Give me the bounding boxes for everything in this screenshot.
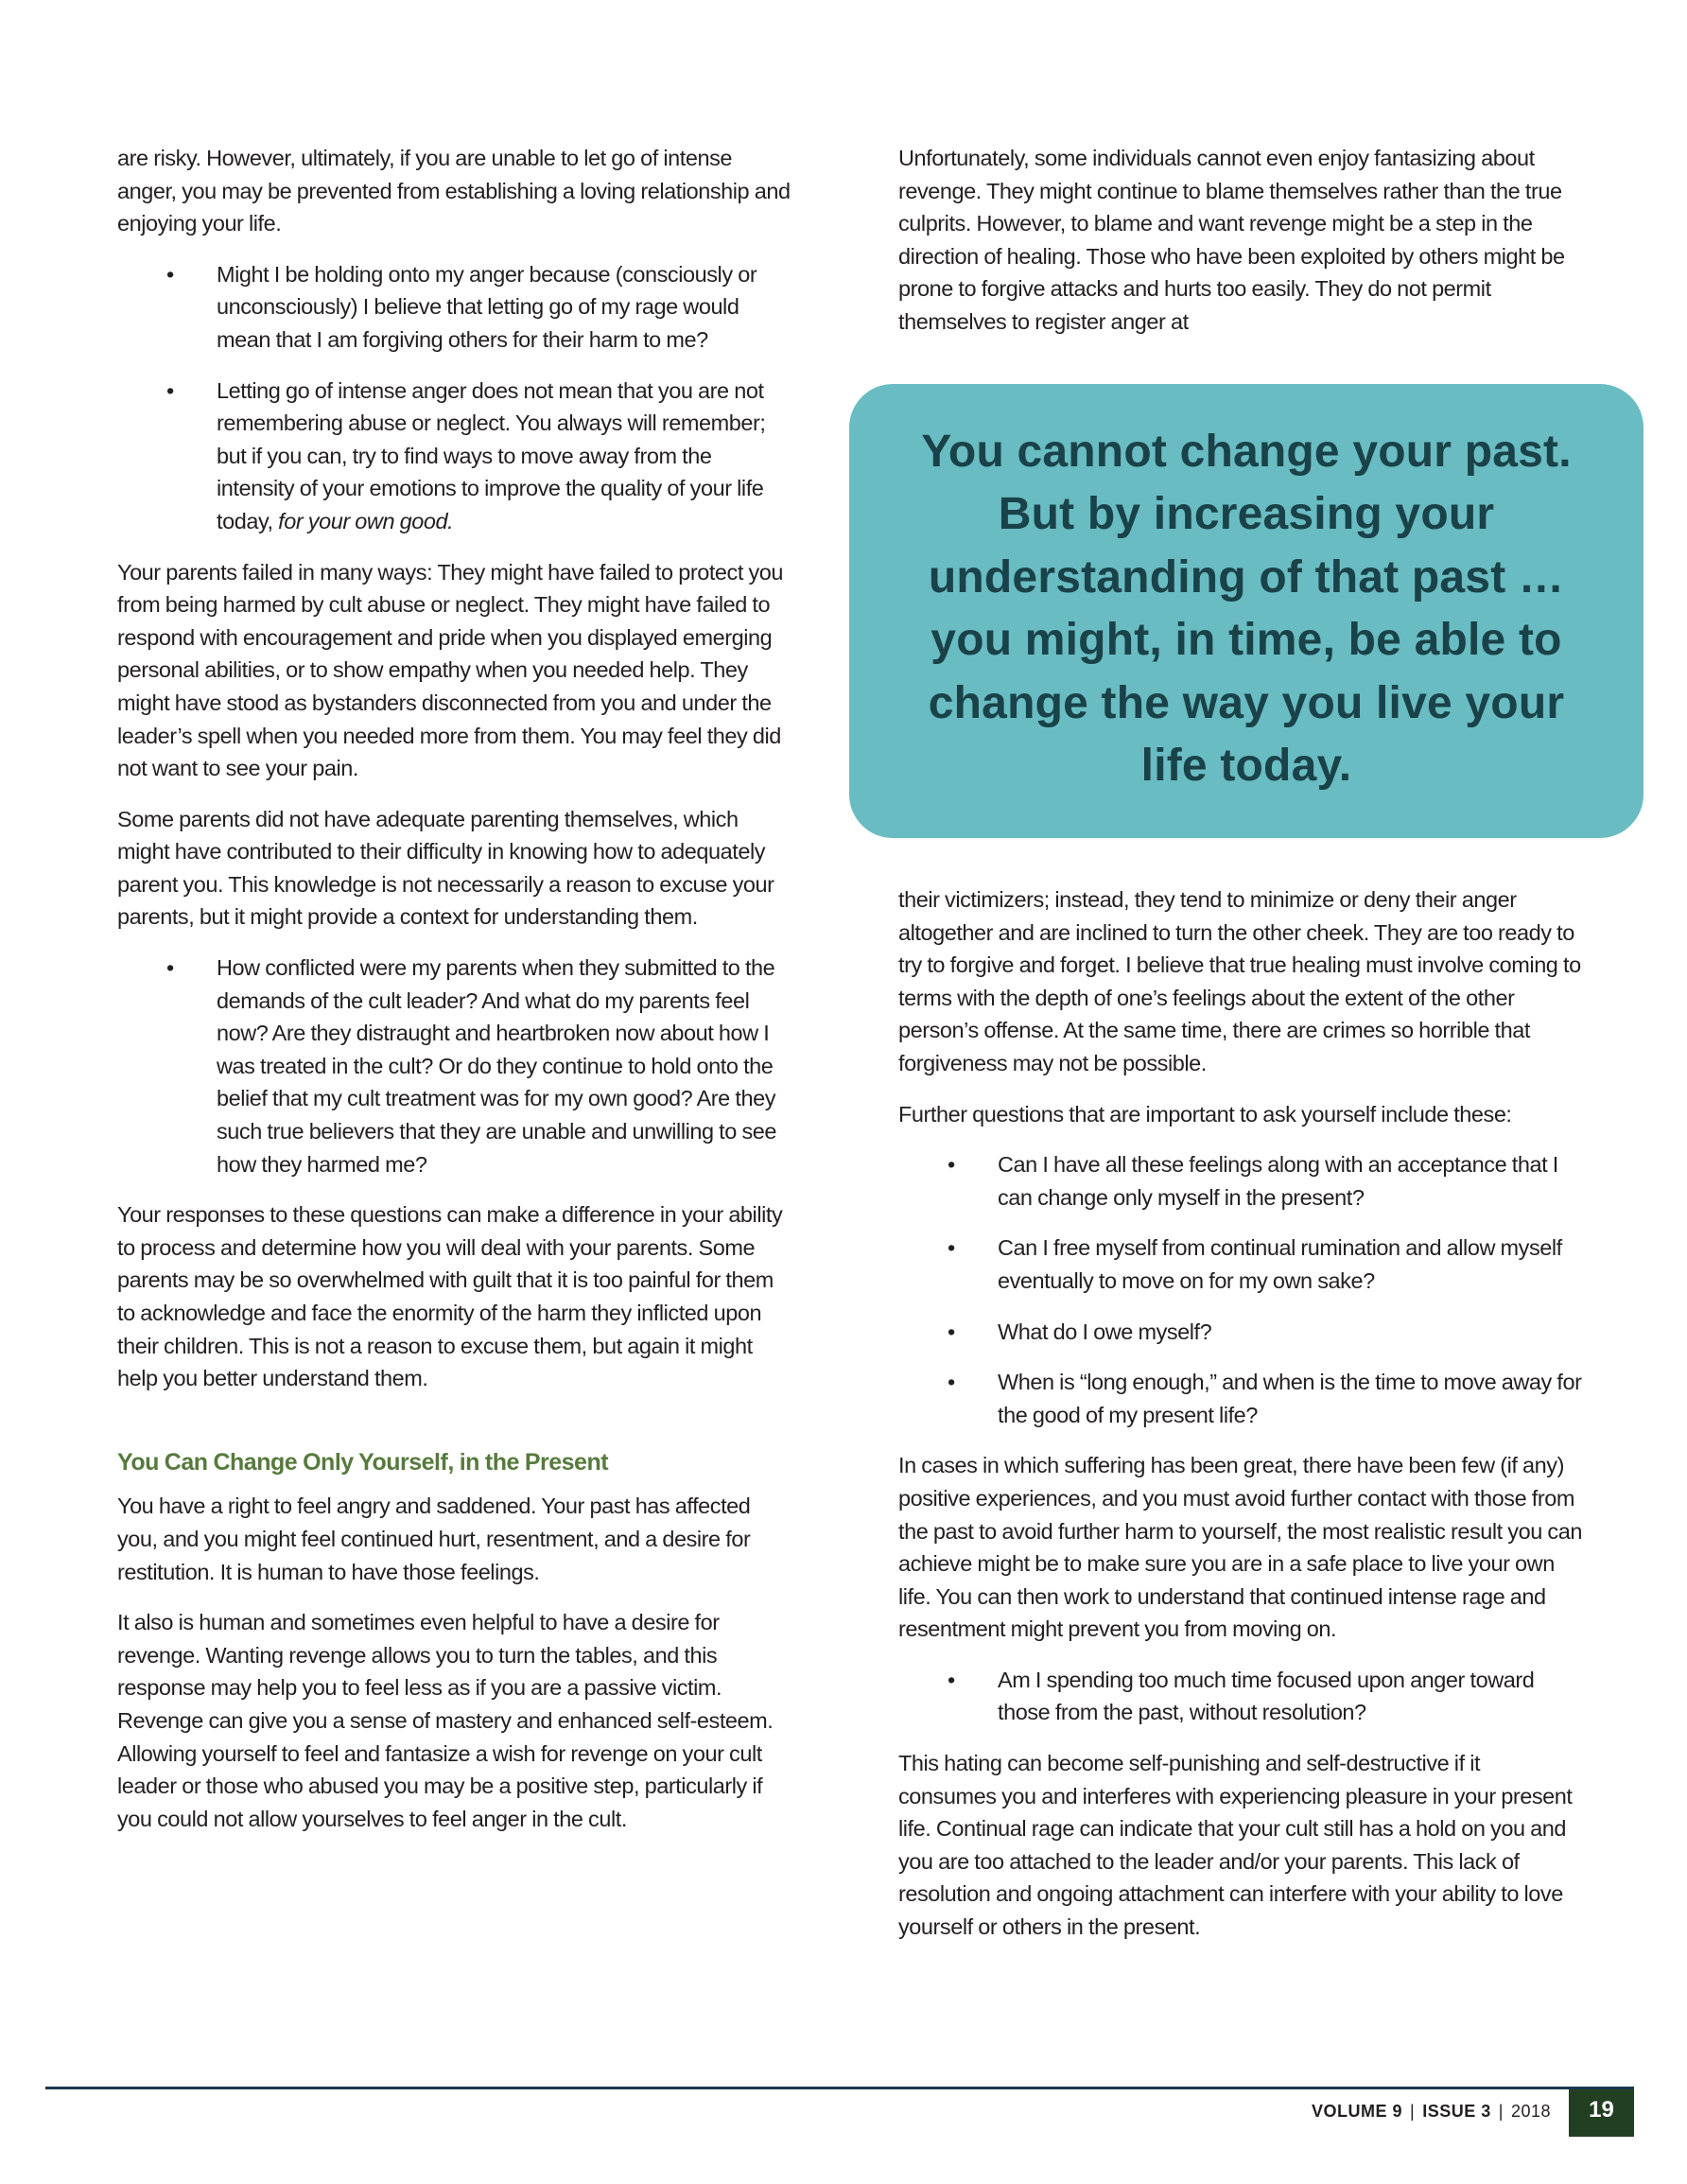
bullet-icon: • [948, 1667, 955, 1692]
paragraph: You have a right to feel angry and saddened. Your past has affected you, and you might feel continued hurt, resentment, and a desire for restitution. It is human to have those feelings. [117, 1494, 751, 1584]
bullet-item [898, 1148, 1583, 1214]
bullet-item [898, 1664, 1583, 1729]
footer-issue-info [1312, 2102, 1551, 2122]
bullet-text: When is “long enough,” and when is the time to move away for the good of my present life? [998, 1370, 1582, 1427]
bullet-item [117, 258, 794, 357]
footer-year: 2018 [1510, 2102, 1551, 2121]
bullet-text-italic: for your own good. [278, 508, 454, 533]
bullet-item [117, 375, 794, 538]
bullet-text: Can I free myself from continual rumination and allow myself eventually to move on for my own sake? [998, 1235, 1562, 1293]
bullet-item [898, 1232, 1583, 1297]
bullet-text: Am I spending too much time focused upon anger toward those from the past, without resolution? [998, 1667, 1535, 1725]
paragraph: In cases in which suffering has been great, there have been few (if any) positive experiences, and you must avoid further contact with those from the past to avoid further harm to yourself, the most realistic result you can achieve might be to make sure you are in a safe place to live your own life. You can then work to understand that continued intense rage and resentment might prevent you from moving on. [898, 1453, 1582, 1642]
paragraph: Further questions that are important to ask yourself include these: [898, 1101, 1512, 1127]
bullet-icon: • [948, 1319, 955, 1344]
right-column-bottom [898, 883, 1583, 1962]
page-number: 19 [1569, 2089, 1634, 2137]
left-column [117, 142, 794, 1853]
footer-separator: | [1410, 2102, 1416, 2121]
footer-volume: VOLUME 9 [1312, 2102, 1403, 2121]
bullet-item [117, 952, 794, 1180]
bullet-item [898, 1366, 1583, 1431]
bullet-icon: • [948, 1370, 955, 1395]
paragraph: Your parents failed in many ways: They might have failed to protect you from being harmed by cult abuse or neglect. They might have failed to respond with encouragement and pride when you displayed emerging personal abilities, or to show empathy when you needed help. They might have stood as bystanders disconnected from you and under the leader’s spell when you needed more from them. You may feel they did not want to see your pain. [117, 559, 784, 781]
paragraph: Some parents did not have adequate parenting themselves, which might have contributed to their difficulty in knowing how to adequately parent you. This knowledge is not necessarily a reason to excuse your parents, but it might provide a context for understanding them. [117, 806, 774, 930]
paragraph: Your responses to these questions can make a difference in your ability to process and determine how you will deal with your parents. Some parents may be so overwhelmed with guilt that it is too painful for them to acknowledge and face the enormity of the harm they inflicted upon their children. This is not a reason to excuse them, but again it might help you better understand them. [117, 1202, 783, 1391]
bullet-text: How conflicted were my parents when they submitted to the demands of the cult leader? And what do my parents feel now? Are they distraught and heartbroken now about how I was treated in the cult? Or do they continue to hold onto the belief that my cult treatment was for my own good? Are they such true believers that they are unable and unwilling to see how they harmed me? [217, 955, 776, 1177]
pull-quote-text: You cannot change your past. But by increasing your understanding of that past … you might, in time, be able to change the way you live your life today. [921, 426, 1572, 791]
footer-divider [45, 2087, 1634, 2089]
paragraph: This hating can become self-punishing and self-destructive if it consumes you and interferes with experiencing pleasure in your present life. Continual rage can indicate that your cult still has a hold on you and you are too attached to the leader and/or your parents. This lack of resolution and ongoing attachment can interfere with your ability to love yourself or others in the present. [898, 1751, 1573, 1940]
right-column-top [898, 142, 1583, 357]
paragraph: their victimizers; instead, they tend to minimize or deny their anger altogether and are inclined to turn the other cheek. They are too ready to try to forgive and forget. I believe that true healing must involve coming to terms with the depth of one’s feelings about the extent of the other person’s offense. At the same time, there are crimes so horrible that forgiveness may not be possible. [898, 887, 1581, 1075]
paragraph: are risky. However, ultimately, if you are unable to let go of intense anger, you may be prevented from establishing a loving relationship and enjoying your life. [117, 146, 791, 236]
footer-separator: | [1498, 2102, 1504, 2121]
bullet-text: Can I have all these feelings along with an acceptance that I can change only myself in the present? [998, 1152, 1558, 1210]
bullet-icon: • [166, 955, 174, 981]
bullet-text: Might I be holding onto my anger because (consciously or unconsciously) I believe that letting go of my rage would mean that I am forgiving others for their harm to me? [217, 261, 757, 352]
bullet-icon: • [948, 1152, 955, 1178]
bullet-icon: • [166, 261, 174, 287]
paragraph: It also is human and sometimes even helpful to have a desire for revenge. Wanting revenge allows you to turn the tables, and this response may help you to feel less as if you are a passive victim. Revenge can give you a sense of mastery and enhanced self-esteem. Allowing yourself to feel and fantasize a wish for revenge on your cult leader or those who abused you may be a positive step, particularly if you could not allow yourselves to feel anger in the cult. [117, 1610, 774, 1831]
bullet-icon: • [166, 377, 174, 403]
pull-quote-box [849, 384, 1644, 838]
bullet-text: What do I owe myself? [998, 1319, 1212, 1344]
paragraph: Unfortunately, some individuals cannot even enjoy fantasizing about revenge. They might continue to blame themselves rather than the true culprits. However, to blame and want revenge might be a step in the direction of healing. Those who have been exploited by others might be prone to forgive attacks and hurts too easily. They do not permit themselves to register anger at [898, 146, 1565, 334]
bullet-icon: • [948, 1235, 955, 1261]
bullet-text: Letting go of intense anger does not mean that you are not remembering abuse or neglect. You always will remember; but if you can, try to find ways to move away from the intensity of your emotions to improve the quality of your life today, [217, 377, 766, 533]
bullet-item [898, 1316, 1583, 1349]
footer-issue: ISSUE 3 [1422, 2102, 1491, 2121]
section-heading: You Can Change Only Yourself, in the Present [117, 1448, 609, 1476]
